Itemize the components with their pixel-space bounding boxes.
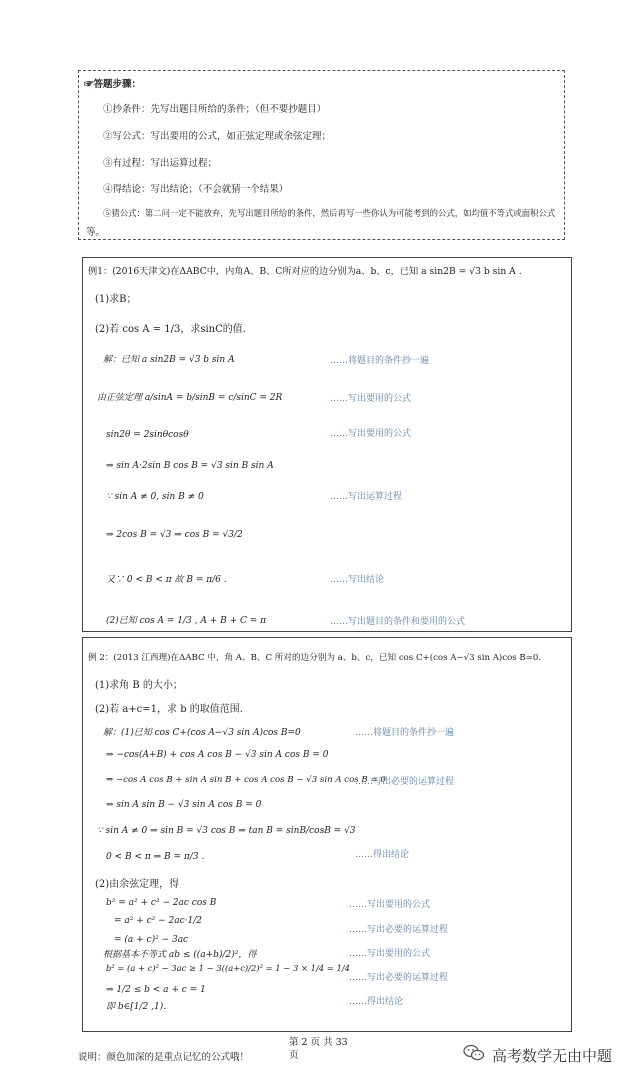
- ex1-note-2: ……写出要用的公式: [330, 394, 412, 404]
- step-3: ③有过程：写出运算过程；: [103, 158, 218, 169]
- ex2-note-2: ……写出必要的运算过程: [355, 777, 455, 787]
- example-1-question-2: (2)若 cos A = 1/3，求sinC的值.: [95, 324, 246, 335]
- ex2-note-1: ……将题目的条件抄一遍: [355, 728, 455, 738]
- example-1-question-1: (1)求B；: [95, 294, 137, 305]
- ex1-note-1: ……将题目的条件抄一遍: [330, 356, 430, 366]
- step-2: ②写公式：写出要用的公式，如正弦定理或余弦定理；: [103, 131, 332, 142]
- ex1-line-4: ⇒ sin A·2sin B cos B = √3 sin B sin A: [106, 461, 274, 471]
- ex2-line-2: ⇒ −cos(A+B) + cos A cos B − √3 sin A cos B = 0: [106, 750, 329, 760]
- ex1-note-5: ……写出结论: [330, 575, 385, 585]
- watermark-text: 高考数学无由中题: [492, 1047, 613, 1065]
- ex2-note-6: ……写出要用的公式: [349, 949, 431, 959]
- page-number: 第 2 页 共 33: [289, 1037, 348, 1048]
- ex2-line-14: 即 b∈[1/2 ,1).: [106, 1002, 167, 1012]
- ex2-line-5: ∵ sin A ≠ 0 ⇒ sin B = √3 cos B ⇒ tan B = sinB/cosB = √3: [97, 826, 356, 836]
- steps-title: ☞答题步骤：: [84, 79, 142, 90]
- ex2-line-12: b² = (a + c)² − 3ac ≥ 1 − 3((a+c)/2)² = 1 − 3 × 1/4 = 1/4: [106, 963, 350, 973]
- ex1-line-3: sin2θ = 2sinθcosθ: [106, 430, 189, 440]
- footer-note: 说明：颜色加深的是重点记忆的公式哦！: [78, 1052, 250, 1063]
- ex2-note-4: ……写出要用的公式: [349, 900, 431, 910]
- ex1-line-7: 又∵ 0 < B < π 故 B = π/6 .: [106, 575, 227, 585]
- ex1-line-6: ⇒ 2cos B = √3 ⇒ cos B = √3/2: [106, 530, 243, 540]
- example-2-header: 例 2：(2013 江西理)在ΔABC 中，角 A、B、C 所对的边分别为 a、b、c，已知 cos C+(cos A−√3 sin A)cos B=0.: [88, 653, 542, 663]
- ex1-note-6: ……写出题目的条件和要用的公式: [330, 617, 466, 627]
- step-5-cont: 等。: [86, 227, 106, 238]
- wechat-icon: [463, 1044, 485, 1062]
- ex2-note-8: ……得出结论: [349, 997, 404, 1007]
- ex1-note-3: ……写出要用的公式: [330, 429, 412, 439]
- step-4: ④得结论：写出结论；（不会就猜一个结果）: [103, 184, 289, 195]
- step-5: ⑤猜公式：第二问一定不能放弃，先写出题目所给的条件，然后再写一些你认为可能考到的公式，如均值不等式或面积公式: [103, 208, 556, 218]
- ex2-line-9: = a² + c² − 2ac·1/2: [114, 916, 203, 926]
- ex2-line-7: (2)由余弦定理，得: [95, 879, 180, 890]
- ex2-note-5: ……写出必要的运算过程: [349, 925, 449, 935]
- ex2-line-3: ⇒ −cos A cos B + sin A sin B + cos A cos B − √3 sin A cos B = 0: [106, 775, 386, 785]
- ex2-line-8: b² = a² + c² − 2ac cos B: [106, 898, 217, 908]
- ex1-line-8: (2)已知 cos A = 1/3 , A + B + C = π: [106, 616, 267, 626]
- step-1: ①抄条件：先写出题目所给的条件；（但不要抄题目）: [103, 104, 327, 115]
- ex2-line-1: 解：(1)已知 cos C+(cos A−√3 sin A)cos B=0: [103, 728, 301, 738]
- ex2-line-11: 根据基本不等式 ab ≤ ((a+b)/2)²，得: [103, 950, 257, 960]
- ex2-line-13: ⇒ 1/2 ≤ b < a + c = 1: [106, 985, 206, 995]
- ex2-line-6: 0 < B < π ⇒ B = π/3 .: [106, 852, 205, 862]
- ex1-note-4: ……写出运算过程: [330, 492, 403, 502]
- example-2-question-2: (2)若 a+c=1，求 b 的取值范围.: [95, 704, 243, 715]
- ex1-line-5: ∵ sin A ≠ 0, sin B ≠ 0: [106, 492, 204, 502]
- example-2-question-1: (1)求角 B 的大小；: [95, 680, 183, 691]
- ex1-line-2: 由正弦定理 a/sinA = b/sinB = c/sinC = 2R: [97, 393, 283, 403]
- ex2-line-10: = (a + c)² − 3ac: [114, 935, 189, 945]
- page-number-suffix: 页: [289, 1050, 299, 1061]
- example-1-header: 例1：(2016天津文)在ΔABC中，内角A、B、C所对应的边分别为a、b、c，已知 a sin2B = √3 b sin A .: [88, 266, 522, 277]
- ex2-note-3: ……得出结论: [355, 850, 410, 860]
- ex2-line-4: ⇒ sin A sin B − √3 sin A cos B = 0: [106, 800, 262, 810]
- ex2-note-7: ……写出必要的运算过程: [349, 973, 449, 983]
- ex1-line-1: 解：已知 a sin2B = √3 b sin A: [103, 355, 235, 365]
